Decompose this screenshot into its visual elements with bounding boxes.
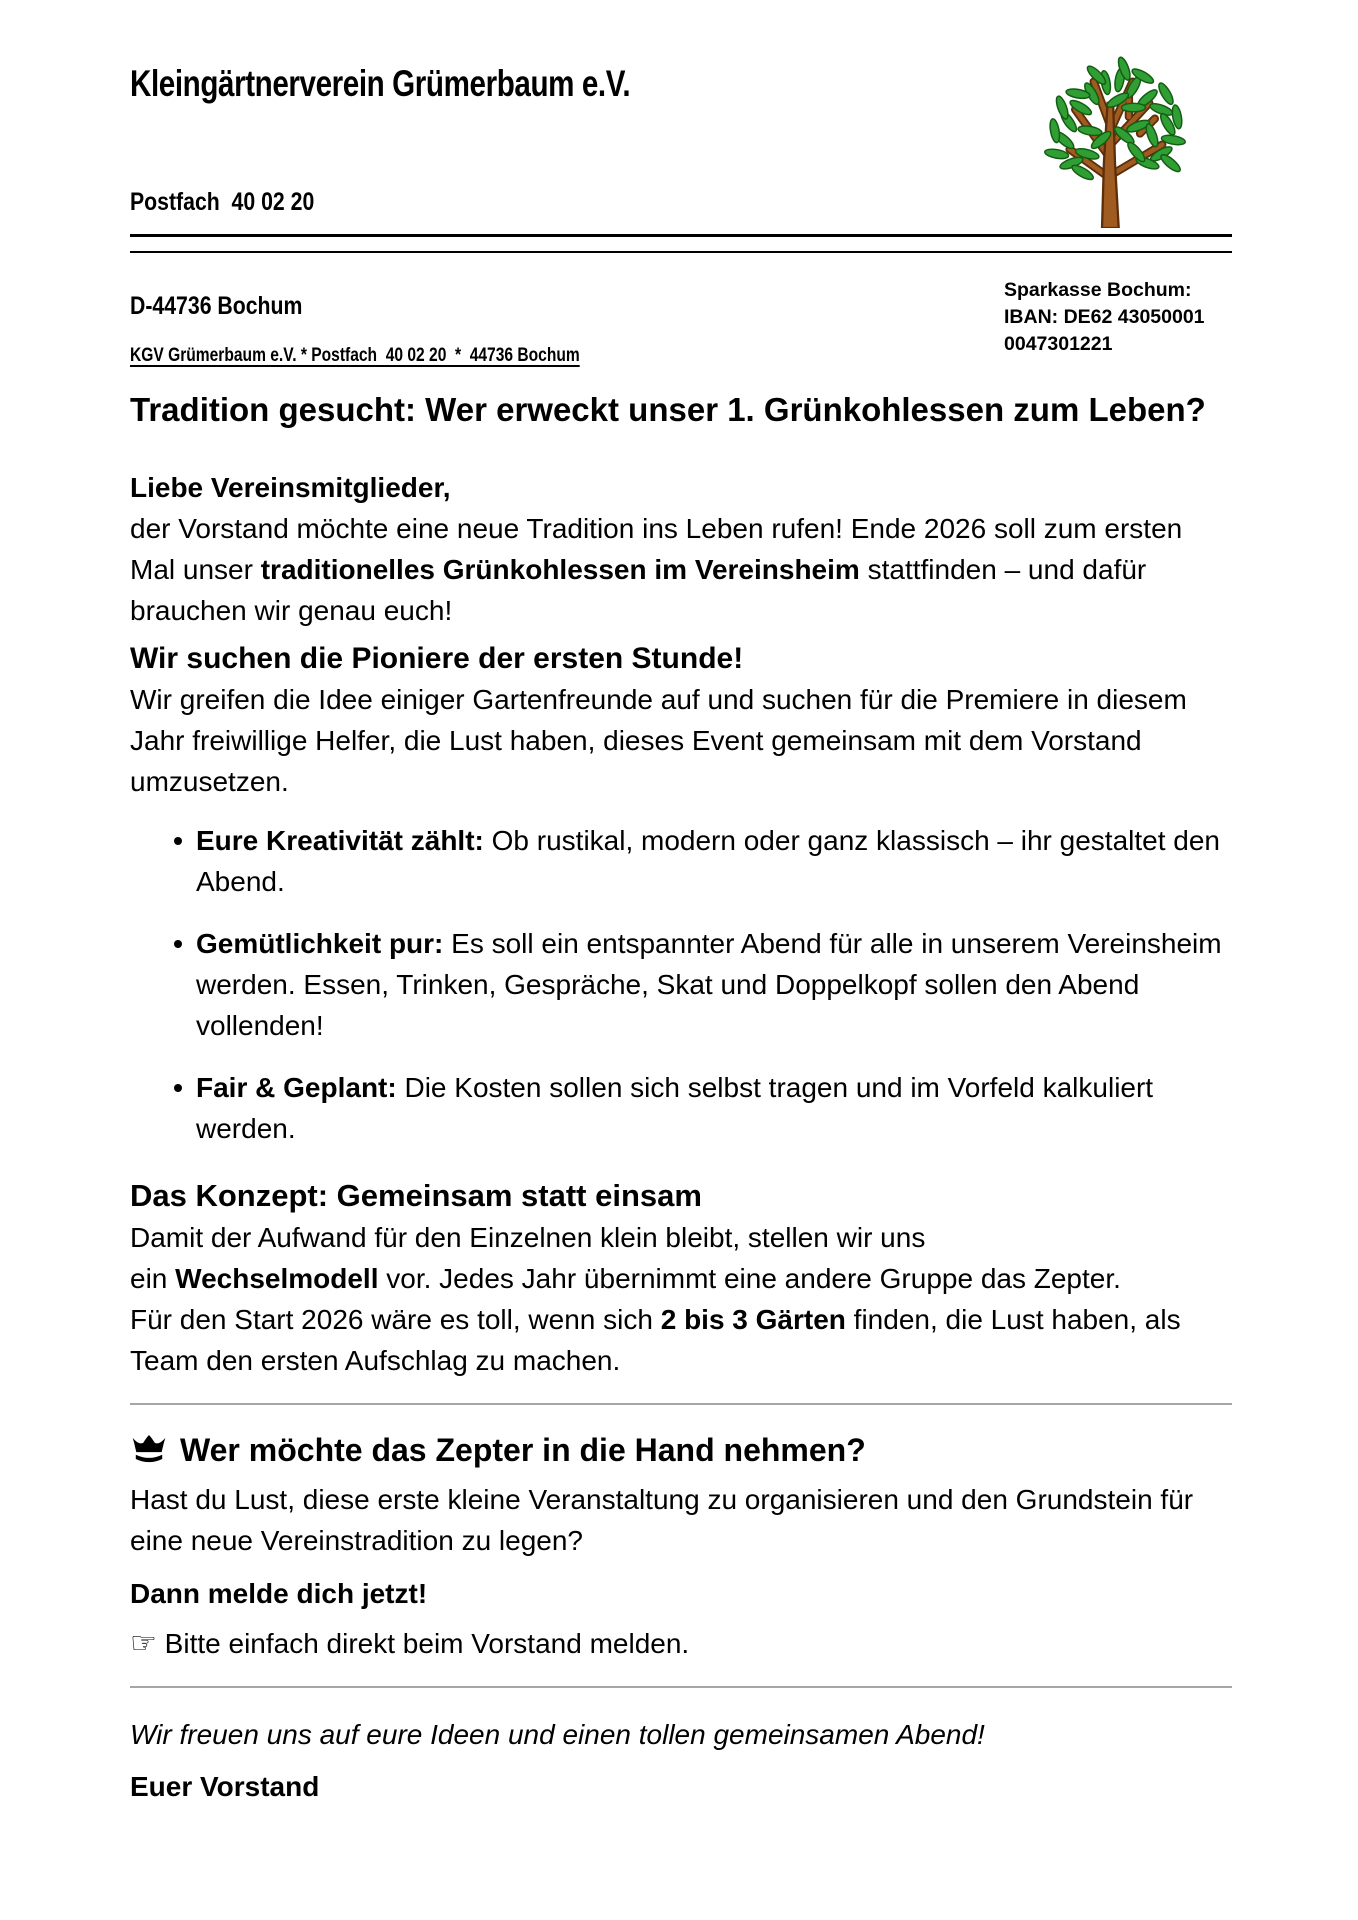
bullet-lead: Gemütlichkeit pur: [196,928,444,959]
list-item [196,923,1232,1046]
closing-divider [130,1686,1232,1688]
concept-paragraph [130,1217,1232,1381]
concept-line2-post: vor. Jedes Jahr übernimmt eine andere Gruppe das Zepter. [378,1263,1121,1294]
bank-name: Sparkasse Bochum: [1004,279,1192,301]
concept-line1: Damit der Aufwand für den Einzelnen klein bleibt, stellen wir uns [130,1222,926,1253]
cta-line: Dann melde dich jetzt! [130,1578,428,1609]
heading-pioneers: Wir suchen die Pioniere der ersten Stunde! [130,642,744,675]
note-text: Bitte einfach direkt beim Vorstand melden. [156,1628,690,1659]
bullet-text: Es soll ein entspannter Abend für alle in unserem Vereinsheim werden. Essen, Trinken, Gespräche, Skat und Doppelkopf sollen den Abend vollenden! [196,928,1222,1041]
pointing-hand-icon: ☞ [130,1626,157,1661]
call-paragraph: Hast du Lust, diese erste kleine Veranstaltung zu organisieren und den Grundstein für eine neue Vereinstradition zu legen? [130,1484,1194,1556]
heading-concept: Das Konzept: Gemeinsam statt einsam [130,1178,702,1213]
bullet-list [130,820,1232,1149]
concept-line2-pre: ein [130,1263,176,1294]
intro-text-bold: traditionelles Grünkohlessen im Vereinsheim [260,554,860,585]
heading-call-text: Wer möchte das Zepter in die Hand nehmen? [180,1432,866,1468]
list-item [196,820,1232,902]
letter-title: Tradition gesucht: Wer erweckt unser 1. Grünkohlessen zum Leben? [130,391,1206,428]
tree-logo-icon [1034,52,1196,233]
intro-paragraph [130,508,1232,631]
intro-text-post: stattfinden – und dafür brauchen wir genau euch! [130,554,1147,626]
note-line [130,1623,1232,1664]
bullet-text: Ob rustikal, modern oder ganz klassisch – ihr gestaltet den Abend. [196,825,1221,897]
bank-account: 0047301221 [1004,333,1113,355]
bullet-text: Die Kosten sollen sich selbst tragen und im Vorfeld kalkuliert werden. [196,1072,1154,1144]
farewell-line: Wir freuen uns auf eure Ideen und einen tollen gemeinsamen Abend! [130,1719,985,1750]
org-address-line2: D-44736 Bochum [130,291,303,320]
heading-call [130,1427,1232,1473]
list-item [196,1067,1232,1149]
concept-bold-gaerten: 2 bis 3 Gärten [660,1304,846,1335]
bullet-lead: Fair & Geplant: [196,1072,397,1103]
concept-line3-post: finden, die Lust haben, als Team den ersten Aufschlag zu machen. [130,1304,1181,1376]
org-address-block [130,50,755,392]
salutation: Liebe Vereinsmitglieder, [130,472,451,503]
section-divider [130,1403,1232,1405]
intro-text-pre: der Vorstand möchte eine neue Tradition ins Leben rufen! Ende 2026 soll zum ersten Mal unser [130,513,1183,585]
signature-line: Euer Vorstand [130,1771,320,1802]
concept-bold-wechselmodell: Wechselmodell [175,1263,379,1294]
bank-iban: IBAN: DE62 43050001 [1004,306,1205,328]
org-address-line1: Postfach 40 02 20 [130,188,315,217]
crown-icon [130,1434,168,1466]
bank-details [1004,273,1232,369]
pioneers-paragraph: Wir greifen die Idee einiger Gartenfreunde auf und suchen für die Premiere in diesem Jahr freiwillige Helfer, die Lust haben, dieses Event gemeinsam mit dem Vorstand umzusetzen. [130,684,1187,797]
concept-line3-pre: Für den Start 2026 wäre es toll, wenn sich [130,1304,661,1335]
bullet-lead: Eure Kreativität zählt: [196,825,484,856]
sender-line: KGV Grümerbaum e.V. * Postfach 40 02 20 * 44736 Bochum [130,345,580,366]
org-name: Kleingärtnerverein Grümerbaum e.V. [130,63,631,104]
